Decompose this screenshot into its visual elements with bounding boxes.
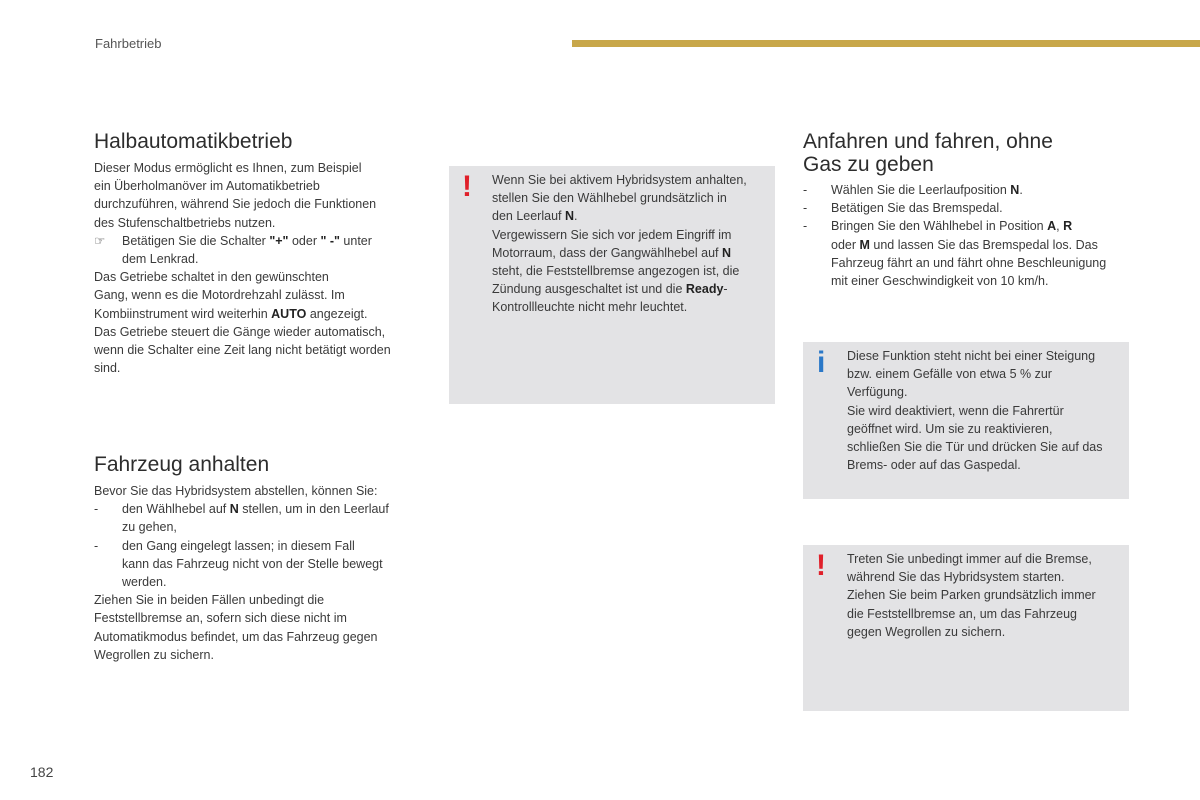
semi-auto-step bbox=[94, 232, 434, 268]
start-heading-line: Anfahren und fahren, ohne bbox=[803, 130, 1053, 153]
stop-options bbox=[94, 500, 434, 591]
semi-auto-p3-1: Das Getriebe steuert die Gänge wieder automatisch, bbox=[94, 324, 386, 339]
item-text: den Wählhebel auf bbox=[122, 502, 230, 517]
semi-auto-p3-3: sind. bbox=[94, 361, 121, 376]
neutral-label: N bbox=[564, 209, 575, 224]
warning-text-span: Zündung ausgeschaltet ist und die bbox=[492, 282, 686, 297]
neutral-label: N bbox=[229, 502, 239, 517]
auto-label: AUTO bbox=[271, 306, 307, 321]
info-line: Brems- oder auf das Gaspedal. bbox=[847, 458, 1021, 473]
item-text: Fahrzeug fährt an und fährt ohne Beschleunigung bbox=[831, 255, 1107, 270]
info-box-slope bbox=[803, 342, 1129, 499]
info-text bbox=[847, 347, 1127, 474]
neutral-label: N bbox=[1010, 183, 1020, 197]
item-text: werden. bbox=[122, 575, 167, 590]
semi-auto-heading: Halbautomatikbetrieb bbox=[94, 130, 293, 153]
stop-outro-3: Automatikmodus befindet, um das Fahrzeug gegen bbox=[94, 629, 378, 644]
info-line: schließen Sie die Tür und drücken Sie auf das bbox=[847, 440, 1103, 455]
dash-marker: - bbox=[803, 183, 808, 197]
warning-box-brake bbox=[803, 545, 1129, 711]
stop-body bbox=[94, 482, 434, 664]
warning-line: Wenn Sie bei aktivem Hybridsystem anhalten, bbox=[492, 173, 747, 187]
warning-line: die Feststellbremse an, um das Fahrzeug bbox=[847, 606, 1077, 621]
step-text: dem Lenkrad. bbox=[122, 252, 199, 267]
warning-line bbox=[492, 244, 772, 262]
warning-text bbox=[847, 550, 1127, 641]
stop-intro: Bevor Sie das Hybridsystem abstellen, können Sie: bbox=[94, 484, 378, 498]
item-text: und lassen Sie das Bremspedal los. Das bbox=[869, 237, 1098, 252]
p2-text: Kombiinstrument wird weiterhin bbox=[94, 306, 272, 321]
stop-outro-2: Feststellbremse an, sofern sich diese nicht im bbox=[94, 611, 347, 626]
semi-auto-body bbox=[94, 159, 434, 377]
dash-marker: - bbox=[94, 502, 99, 517]
warning-line: während Sie das Hybridsystem starten. bbox=[847, 570, 1065, 585]
list-item bbox=[803, 217, 1143, 290]
semi-auto-p2-1: Das Getriebe schaltet in den gewünschten bbox=[94, 270, 329, 285]
step-text: Betätigen Sie die Schalter bbox=[122, 233, 270, 248]
step-text: unter bbox=[339, 233, 372, 248]
plus-switch-label: "+" bbox=[269, 233, 289, 248]
warning-text bbox=[492, 171, 772, 317]
item-text: oder bbox=[831, 237, 860, 252]
page-number: 182 bbox=[30, 764, 54, 780]
start-steps bbox=[803, 181, 1143, 290]
semi-auto-intro-1: Dieser Modus ermöglicht es Ihnen, zum Beispiel bbox=[94, 161, 362, 175]
info-line: Verfügung. bbox=[847, 385, 908, 400]
position-r-label: R bbox=[1063, 219, 1073, 234]
position-a-label: A bbox=[1047, 219, 1057, 234]
warning-icon: ! bbox=[462, 170, 472, 203]
minus-switch-label: " -" bbox=[320, 233, 340, 248]
stop-heading: Fahrzeug anhalten bbox=[94, 453, 270, 476]
warning-line: Ziehen Sie beim Parken grundsätzlich immer bbox=[847, 588, 1096, 603]
semi-auto-steps bbox=[94, 232, 434, 268]
semi-auto-intro-3: durchzuführen, während Sie jedoch die Funktionen bbox=[94, 197, 377, 212]
warning-icon: ! bbox=[816, 549, 826, 582]
dash-marker: - bbox=[803, 201, 808, 216]
dash-marker: - bbox=[94, 538, 99, 553]
info-line: Diese Funktion steht nicht bei einer Steigung bbox=[847, 349, 1096, 363]
semi-auto-p2-2: Gang, wenn es die Motordrehzahl zulässt. Im bbox=[94, 288, 345, 303]
neutral-label: N bbox=[722, 245, 732, 260]
warning-line bbox=[492, 207, 772, 225]
warning-line: gegen Wegrollen zu sichern. bbox=[847, 624, 1006, 639]
info-icon: i bbox=[817, 346, 826, 379]
semi-auto-intro-4: des Stufenschaltbetriebs nutzen. bbox=[94, 215, 276, 230]
start-heading-line: Gas zu geben bbox=[803, 153, 934, 176]
step-text: oder bbox=[288, 233, 321, 248]
item-text: Wählen Sie die Leerlaufposition bbox=[831, 183, 1011, 197]
item-text: zu gehen, bbox=[122, 520, 177, 535]
semi-auto-intro-2: ein Überholmanöver im Automatikbetrieb bbox=[94, 179, 320, 194]
warning-line: Treten Sie unbedingt immer auf die Bremse, bbox=[847, 552, 1092, 566]
position-m-label: M bbox=[859, 237, 870, 252]
info-line: geöffnet wird. Um sie zu reaktivieren, bbox=[847, 421, 1053, 436]
item-text: Bringen Sie den Wählhebel in Position bbox=[831, 219, 1048, 234]
warning-line: stellen Sie den Wählhebel grundsätzlich in bbox=[492, 191, 727, 206]
item-text: kann das Fahrzeug nicht von der Stelle bewegt bbox=[122, 556, 383, 571]
item-text: stellen, um in den Leerlauf bbox=[238, 502, 389, 517]
warning-line: steht, die Feststellbremse angezogen ist, die bbox=[492, 264, 740, 279]
semi-auto-p3-2: wenn die Schalter eine Zeit lang nicht betätigt worden bbox=[94, 343, 391, 358]
ready-label: Ready bbox=[685, 282, 724, 297]
pointing-hand-icon: ☞ bbox=[94, 233, 106, 248]
warning-line bbox=[492, 280, 772, 298]
item-text: , bbox=[1056, 219, 1064, 234]
stop-outro-4: Wegrollen zu sichern. bbox=[94, 647, 214, 662]
list-item bbox=[803, 181, 1143, 199]
warning-text-span: Motorraum, dass der Gangwählhebel auf bbox=[492, 245, 722, 260]
warning-text-span: - bbox=[723, 282, 728, 297]
warning-text-span: . bbox=[574, 209, 578, 224]
p2-text: angezeigt. bbox=[306, 306, 368, 321]
warning-box-hybrid-stop bbox=[449, 166, 775, 404]
item-text: den Gang eingelegt lassen; in diesem Fall bbox=[122, 538, 355, 553]
start-body bbox=[803, 181, 1143, 290]
header-accent-bar bbox=[572, 40, 1200, 47]
info-line: Sie wird deaktiviert, wenn die Fahrertür bbox=[847, 403, 1064, 418]
item-text: . bbox=[1019, 183, 1023, 197]
list-item bbox=[803, 199, 1143, 217]
stop-outro-1: Ziehen Sie in beiden Fällen unbedingt die bbox=[94, 593, 325, 608]
start-heading bbox=[803, 130, 1053, 176]
list-item bbox=[94, 537, 434, 592]
warning-line: Vergewissern Sie sich vor jedem Eingriff im bbox=[492, 227, 732, 242]
item-text: mit einer Geschwindigkeit von 10 km/h. bbox=[831, 274, 1049, 289]
dash-marker: - bbox=[803, 219, 808, 234]
list-item bbox=[94, 500, 434, 536]
semi-auto-p2-3 bbox=[94, 305, 434, 323]
warning-text-span: den Leerlauf bbox=[492, 209, 565, 224]
info-line: bzw. einem Gefälle von etwa 5 % zur bbox=[847, 367, 1052, 382]
section-label: Fahrbetrieb bbox=[95, 36, 162, 51]
warning-line: Kontrollleuchte nicht mehr leuchtet. bbox=[492, 300, 688, 315]
item-text: Betätigen Sie das Bremspedal. bbox=[831, 201, 1003, 216]
